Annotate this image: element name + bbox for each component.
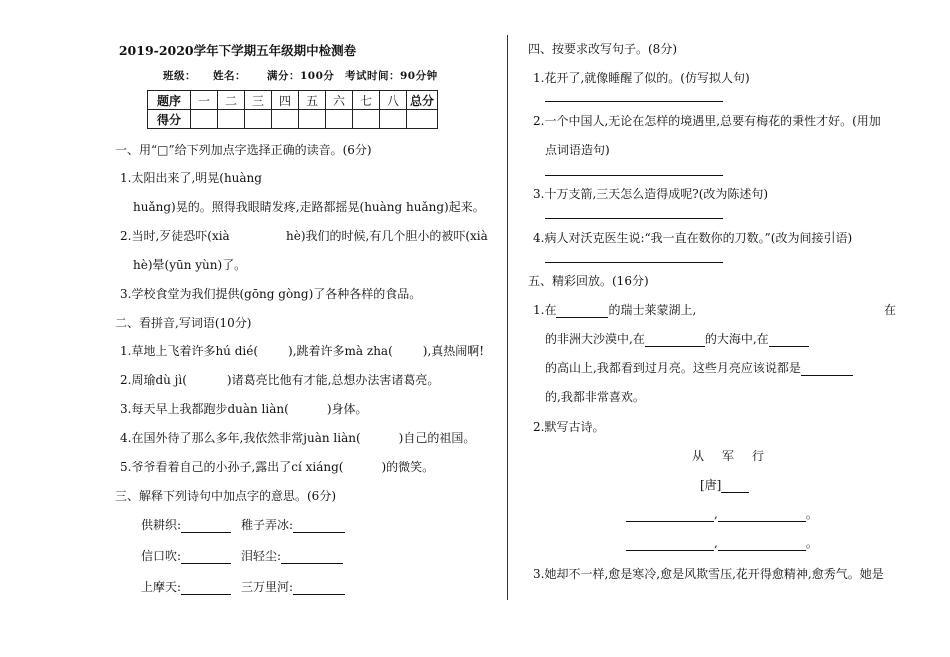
score-cell[interactable]: [407, 110, 438, 129]
pinyin-q5: 5.爷爷看着自己的小孙子,露出了cí xiáng( )的微笑。: [120, 460, 435, 474]
score-table-col: 七: [353, 91, 380, 110]
fill-line-4: 的,我都非常喜欢。: [545, 390, 645, 404]
rewrite-q1: 1.花开了,就像睡醒了似的。(仿写拟人句): [533, 71, 750, 85]
fill-q3: 3.她却不一样,愈是寒冷,愈是风欺雪压,花开得愈精神,愈秀气。她是: [533, 567, 884, 581]
q2-line-b: hè)晕(yūn yùn)了。: [133, 258, 247, 272]
score-table-col: 三: [245, 91, 272, 110]
answer-blank[interactable]: [626, 509, 714, 522]
word-3: 信口吹:: [141, 547, 231, 564]
score-table-col: 二: [218, 91, 245, 110]
word-1: 供耕织:: [141, 516, 231, 533]
pinyin-q1: 1.草地上飞着许多hú dié( ),跳着许多mà zha( ),真热闹啊!: [120, 344, 485, 358]
poem-question: 2.默写古诗。: [533, 420, 605, 434]
score-cell[interactable]: [353, 110, 380, 129]
score-table-col: 四: [272, 91, 299, 110]
word-6: 三万里河:: [241, 578, 345, 595]
exam-time-label: 考试时间：90分钟: [345, 70, 438, 82]
score-cell[interactable]: [299, 110, 326, 129]
answer-blank[interactable]: [181, 582, 231, 595]
section-4-title: 四、按要求改写句子。(8分): [528, 42, 677, 56]
word-5: 上摩天:: [141, 578, 231, 595]
score-table-col: 五: [299, 91, 326, 110]
section-3-title: 三、解释下列诗句中加点字的意思。(6分): [115, 489, 336, 503]
section-2-title: 二、看拼音,写词语(10分): [115, 316, 252, 330]
q2-line-a-part1: 2.当时,歹徒恐吓(xià: [120, 229, 230, 243]
score-table-total: 总分: [407, 91, 438, 110]
full-score-label: 满分：100分: [267, 70, 335, 82]
class-label: 班级：: [163, 70, 196, 82]
fill-line-3: 的高山上,我都看到过月亮。这些月亮应该说都是: [545, 359, 853, 376]
poem-line-2: , 。: [626, 534, 818, 551]
answer-line[interactable]: [545, 218, 723, 219]
poem-title: 从军行: [692, 449, 783, 463]
score-table-header-row: [148, 91, 438, 110]
rewrite-q2-b: 点词语造句): [545, 143, 610, 157]
rewrite-q4: 4.病人对沃克医生说:“我一直在数你的刀数。”(改为间接引语): [533, 231, 853, 245]
fill-line-1: 1.在 的瑞士莱蒙湖上,: [533, 303, 697, 317]
score-cell[interactable]: [272, 110, 299, 129]
pinyin-q4: 4.在国外待了那么多年,我依然非常juàn liàn( )自己的祖国。: [120, 431, 476, 445]
word-4: 泪轻尘:: [241, 547, 343, 564]
answer-blank[interactable]: [801, 363, 853, 376]
score-cell[interactable]: [191, 110, 218, 129]
q1-line-a: 1.太阳出来了,明晃(huàng: [120, 171, 262, 185]
page-title: 2019-2020学年下学期五年级期中检测卷: [118, 43, 357, 58]
answer-blank[interactable]: [181, 520, 231, 533]
answer-blank[interactable]: [556, 305, 608, 318]
q2-line-a-part2: hè)我们的时候,有几个胆小的被吓(xià: [286, 229, 488, 243]
score-row-header: 得分: [148, 110, 191, 129]
score-cell[interactable]: [245, 110, 272, 129]
answer-blank[interactable]: [769, 334, 809, 347]
answer-blank[interactable]: [626, 538, 714, 551]
q3-line: 3.学校食堂为我们提供(gōng gòng)了各种各样的食品。: [120, 287, 422, 301]
poem-dynasty: [唐]: [700, 476, 749, 493]
answer-line[interactable]: [545, 101, 723, 102]
score-cell[interactable]: [218, 110, 245, 129]
poem-line-1: , 。: [626, 505, 818, 522]
answer-blank[interactable]: [293, 520, 345, 533]
score-table-col: 一: [191, 91, 218, 110]
score-table: [147, 90, 438, 129]
answer-line[interactable]: [545, 175, 723, 176]
rewrite-q2-a: 2.一个中国人,无论在怎样的境遇里,总要有梅花的秉性才好。(用加: [533, 114, 881, 128]
answer-blank[interactable]: [281, 551, 343, 564]
answer-blank[interactable]: [718, 509, 806, 522]
fill-line-1-end: 在: [884, 303, 897, 317]
section-1-title: 一、用“□”给下列加点字选择正确的读音。(6分): [115, 143, 372, 157]
q1-line-b: huǎng)晃的。照得我眼睛发疼,走路都摇晃(huàng huǎng)起来。: [133, 200, 485, 214]
answer-blank[interactable]: [181, 551, 231, 564]
pinyin-q2: 2.周瑜dù jì( )诸葛亮比他有才能,总想办法害诸葛亮。: [120, 373, 440, 387]
answer-blank[interactable]: [293, 582, 345, 595]
pinyin-q3: 3.每天早上我都跑步duàn liàn( )身体。: [120, 402, 368, 416]
column-divider: [507, 35, 508, 600]
score-cell[interactable]: [326, 110, 353, 129]
answer-blank[interactable]: [721, 480, 749, 493]
score-table-score-row: [148, 110, 438, 129]
score-cell[interactable]: [380, 110, 407, 129]
answer-blank[interactable]: [718, 538, 806, 551]
name-label: 姓名：: [213, 70, 246, 82]
answer-blank[interactable]: [645, 334, 705, 347]
score-table-col: 六: [326, 91, 353, 110]
word-2: 稚子弄冰:: [241, 516, 345, 533]
section-5-title: 五、精彩回放。(16分): [528, 274, 649, 288]
fill-line-2: 的非洲大沙漠中,在 的大海中,在: [545, 330, 809, 347]
score-table-row-header: 题序: [148, 91, 191, 110]
rewrite-q3: 3.十万支箭,三天怎么造得成呢?(改为陈述句): [533, 187, 769, 201]
score-table-col: 八: [380, 91, 407, 110]
answer-line[interactable]: [545, 262, 723, 263]
